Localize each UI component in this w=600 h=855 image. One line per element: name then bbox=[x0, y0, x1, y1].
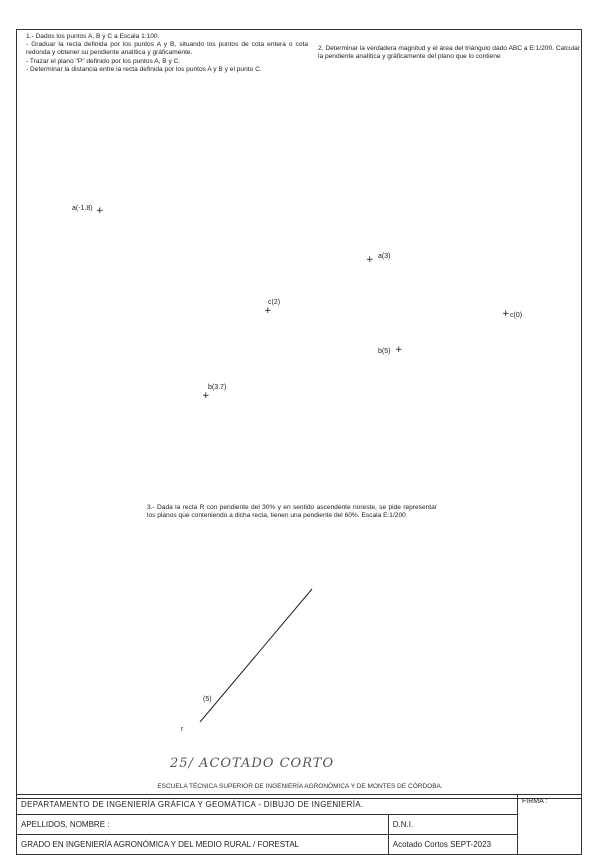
point-label-b37: b(3.7) bbox=[208, 384, 227, 391]
exercise-1-line: - Determinar la distancia entre la recta definida por los puntos A y B y el punto C. bbox=[26, 65, 262, 73]
school-name: ESCUELA TÉCNICA SUPERIOR DE INGENIERÍA AGRONÓMICA Y DE MONTES DE CÓRDOBA. bbox=[157, 783, 443, 790]
degree-name: GRADO EN INGENIERÍA AGRONÓMICA Y DEL MEDIO RURAL / FORESTAL bbox=[17, 835, 389, 855]
department-name: DEPARTAMENTO DE INGENIERÍA GRÁFICA Y GEOMÁTICA - DIBUJO DE INGENIERÍA. bbox=[17, 795, 518, 815]
point-label-a-neg: a(-1.8) bbox=[72, 205, 93, 212]
point-c2-marker: + bbox=[264, 306, 272, 316]
exercise-2-text: 2. Determinar la verdadera magnitud y el área del triángulo dado ABC a E:1/200. Calcular la pendiente analítica y gráficamente del plano que lo contiene bbox=[318, 45, 580, 61]
point-label-c2: c(2) bbox=[268, 299, 281, 306]
line-r bbox=[200, 589, 312, 722]
title-block bbox=[16, 794, 582, 855]
exam-name: Acotado Cortos SEPT-2023 bbox=[388, 835, 517, 855]
point-label-c0: c(0) bbox=[510, 312, 523, 319]
point-label-a3: a(3) bbox=[378, 253, 391, 260]
exercise-1-line: - Graduar la recta definida por los puntos A y B, situando los puntos de cota entera o cota redonda y obtener su pendiente analítica y gráficamente. bbox=[26, 41, 308, 57]
exercise-3-text: 3.- Dada la recta R con pendiente del 30% y en sentido ascendente noreste, se pide representar los planos que conteniendo a dicha recta, tienen una pendiente del 60%. Escala E:1/200 bbox=[147, 504, 437, 520]
line-r-elevation-label: (5) bbox=[203, 696, 212, 703]
point-a-neg-marker: + bbox=[96, 206, 104, 216]
point-label-b5: b(5) bbox=[378, 348, 391, 355]
point-b5-marker: + bbox=[395, 345, 403, 355]
signature-box: FIRMA : bbox=[518, 795, 582, 855]
exercise-1-line: - Trazar el plano "P" definido por los puntos A, B y C. bbox=[26, 57, 181, 65]
line-r-name: r bbox=[181, 726, 184, 733]
point-b37-marker: + bbox=[202, 391, 210, 401]
dni-field: D.N.I. bbox=[388, 815, 517, 835]
exercise-1-line: 1.- Dados los puntos A, B y C a Escala 1:100. bbox=[26, 33, 160, 40]
handwritten-note: 25/ ACOTADO CORTO bbox=[170, 756, 335, 771]
student-name-field: APELLIDOS, NOMBRE : bbox=[17, 815, 389, 835]
point-c0-marker: + bbox=[502, 309, 510, 319]
point-a3-marker: + bbox=[366, 255, 374, 265]
